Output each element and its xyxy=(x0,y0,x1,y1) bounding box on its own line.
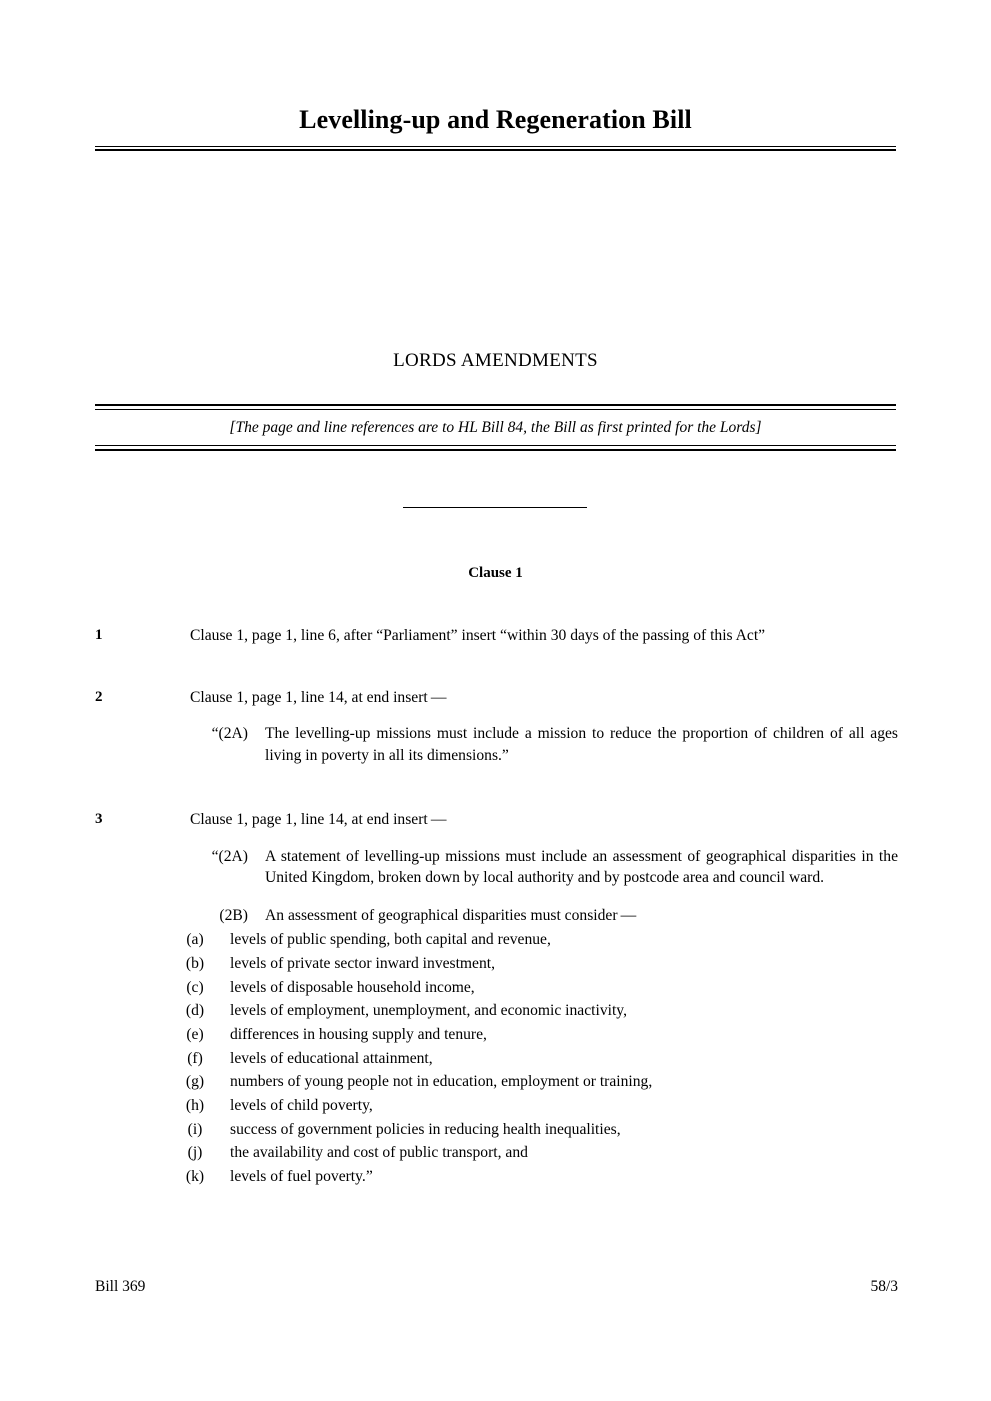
list-item xyxy=(178,928,898,952)
reference-note-band xyxy=(95,404,896,451)
amendment-lead-text: Clause 1, page 1, line 14, at end insert — xyxy=(190,811,447,829)
list-item-text: success of government policies in reducing health inequalities, xyxy=(230,1120,621,1138)
list-item-text: levels of disposable household income, xyxy=(230,978,475,996)
rule-thick-lower xyxy=(95,149,896,151)
amendment-lead-text: Clause 1, page 1, line 14, at end insert — xyxy=(190,688,447,706)
list-item xyxy=(178,952,898,976)
amendment-number: 1 xyxy=(95,627,103,643)
list-item xyxy=(178,1165,898,1189)
amendment-item xyxy=(95,625,898,647)
inserted-paragraph xyxy=(180,723,898,766)
list-item-text: levels of educational attainment, xyxy=(230,1049,433,1067)
list-item-marker: (g) xyxy=(185,1073,205,1091)
list-item xyxy=(178,1023,898,1047)
list-item-marker: (d) xyxy=(185,1002,205,1020)
title-double-rule xyxy=(95,146,896,151)
list-item xyxy=(178,976,898,1000)
page-title: Levelling-up and Regeneration Bill xyxy=(299,105,692,134)
list-item-text: levels of public spending, both capital and revenue, xyxy=(230,931,551,949)
list-item-text: differences in housing supply and tenure, xyxy=(230,1025,487,1043)
amendment-number: 2 xyxy=(95,688,103,705)
amendments-body xyxy=(95,625,898,1207)
amendment-item xyxy=(95,809,898,1189)
amendment-lead-text: Clause 1, page 1, line 6, after “Parliament” insert “within 30 days of the passing of this Act” xyxy=(190,627,766,644)
inserted-paragraph xyxy=(180,846,898,889)
page-reference: 58/3 xyxy=(870,1278,898,1295)
paragraph-text: The levelling-up missions must include a mission to reduce the proportion of children of all ages living in poverty in all its dimensions.” xyxy=(265,725,898,764)
list-item-marker: (i) xyxy=(187,1120,203,1138)
inserted-paragraph xyxy=(180,905,898,927)
list-item-text: levels of child poverty, xyxy=(230,1096,373,1114)
section-divider-rule xyxy=(403,507,587,508)
paragraph-marker: “(2A) xyxy=(211,847,248,865)
bill-number: Bill 369 xyxy=(95,1278,146,1295)
amendment-item xyxy=(95,687,898,767)
reference-note: [The page and line references are to HL Bill 84, the Bill as first printed for the Lords] xyxy=(229,419,762,436)
list-item-text: numbers of young people not in education, employment or training, xyxy=(230,1073,653,1091)
paragraph-marker: “(2A) xyxy=(211,725,248,743)
list-item xyxy=(178,1141,898,1165)
list-item xyxy=(178,1047,898,1071)
list-item xyxy=(178,1118,898,1142)
list-item-marker: (h) xyxy=(185,1096,205,1114)
clause-heading: Clause 1 xyxy=(468,565,523,581)
list-item-marker: (f) xyxy=(187,1049,203,1067)
page-footer xyxy=(95,1278,898,1296)
list-item xyxy=(178,1070,898,1094)
list-item-marker: (e) xyxy=(186,1025,204,1043)
amendment-number: 3 xyxy=(95,811,103,828)
sub-paragraph-list xyxy=(178,928,898,1189)
list-item xyxy=(178,1094,898,1118)
list-item-text: levels of fuel poverty.” xyxy=(230,1168,373,1185)
list-item-marker: (k) xyxy=(185,1168,205,1185)
note-rule-bottom-thick xyxy=(95,449,896,451)
list-item-text: the availability and cost of public transport, and xyxy=(230,1144,528,1162)
list-item xyxy=(178,999,898,1023)
paragraph-text: A statement of levelling-up missions must include an assessment of geographical disparities in the United Kingdom, broken down by local authority and by postcode area and council ward. xyxy=(265,847,898,887)
list-item-marker: (a) xyxy=(186,931,204,949)
list-item-marker: (b) xyxy=(185,954,205,972)
paragraph-marker: (2B) xyxy=(219,906,248,924)
list-item-marker: (j) xyxy=(187,1144,203,1162)
list-item-marker: (c) xyxy=(186,978,204,996)
paragraph-text: An assessment of geographical disparities must consider — xyxy=(265,906,637,924)
section-heading: LORDS AMENDMENTS xyxy=(393,350,598,371)
list-item-text: levels of private sector inward investment, xyxy=(230,954,496,972)
list-item-text: levels of employment, unemployment, and economic inactivity, xyxy=(230,1002,627,1020)
